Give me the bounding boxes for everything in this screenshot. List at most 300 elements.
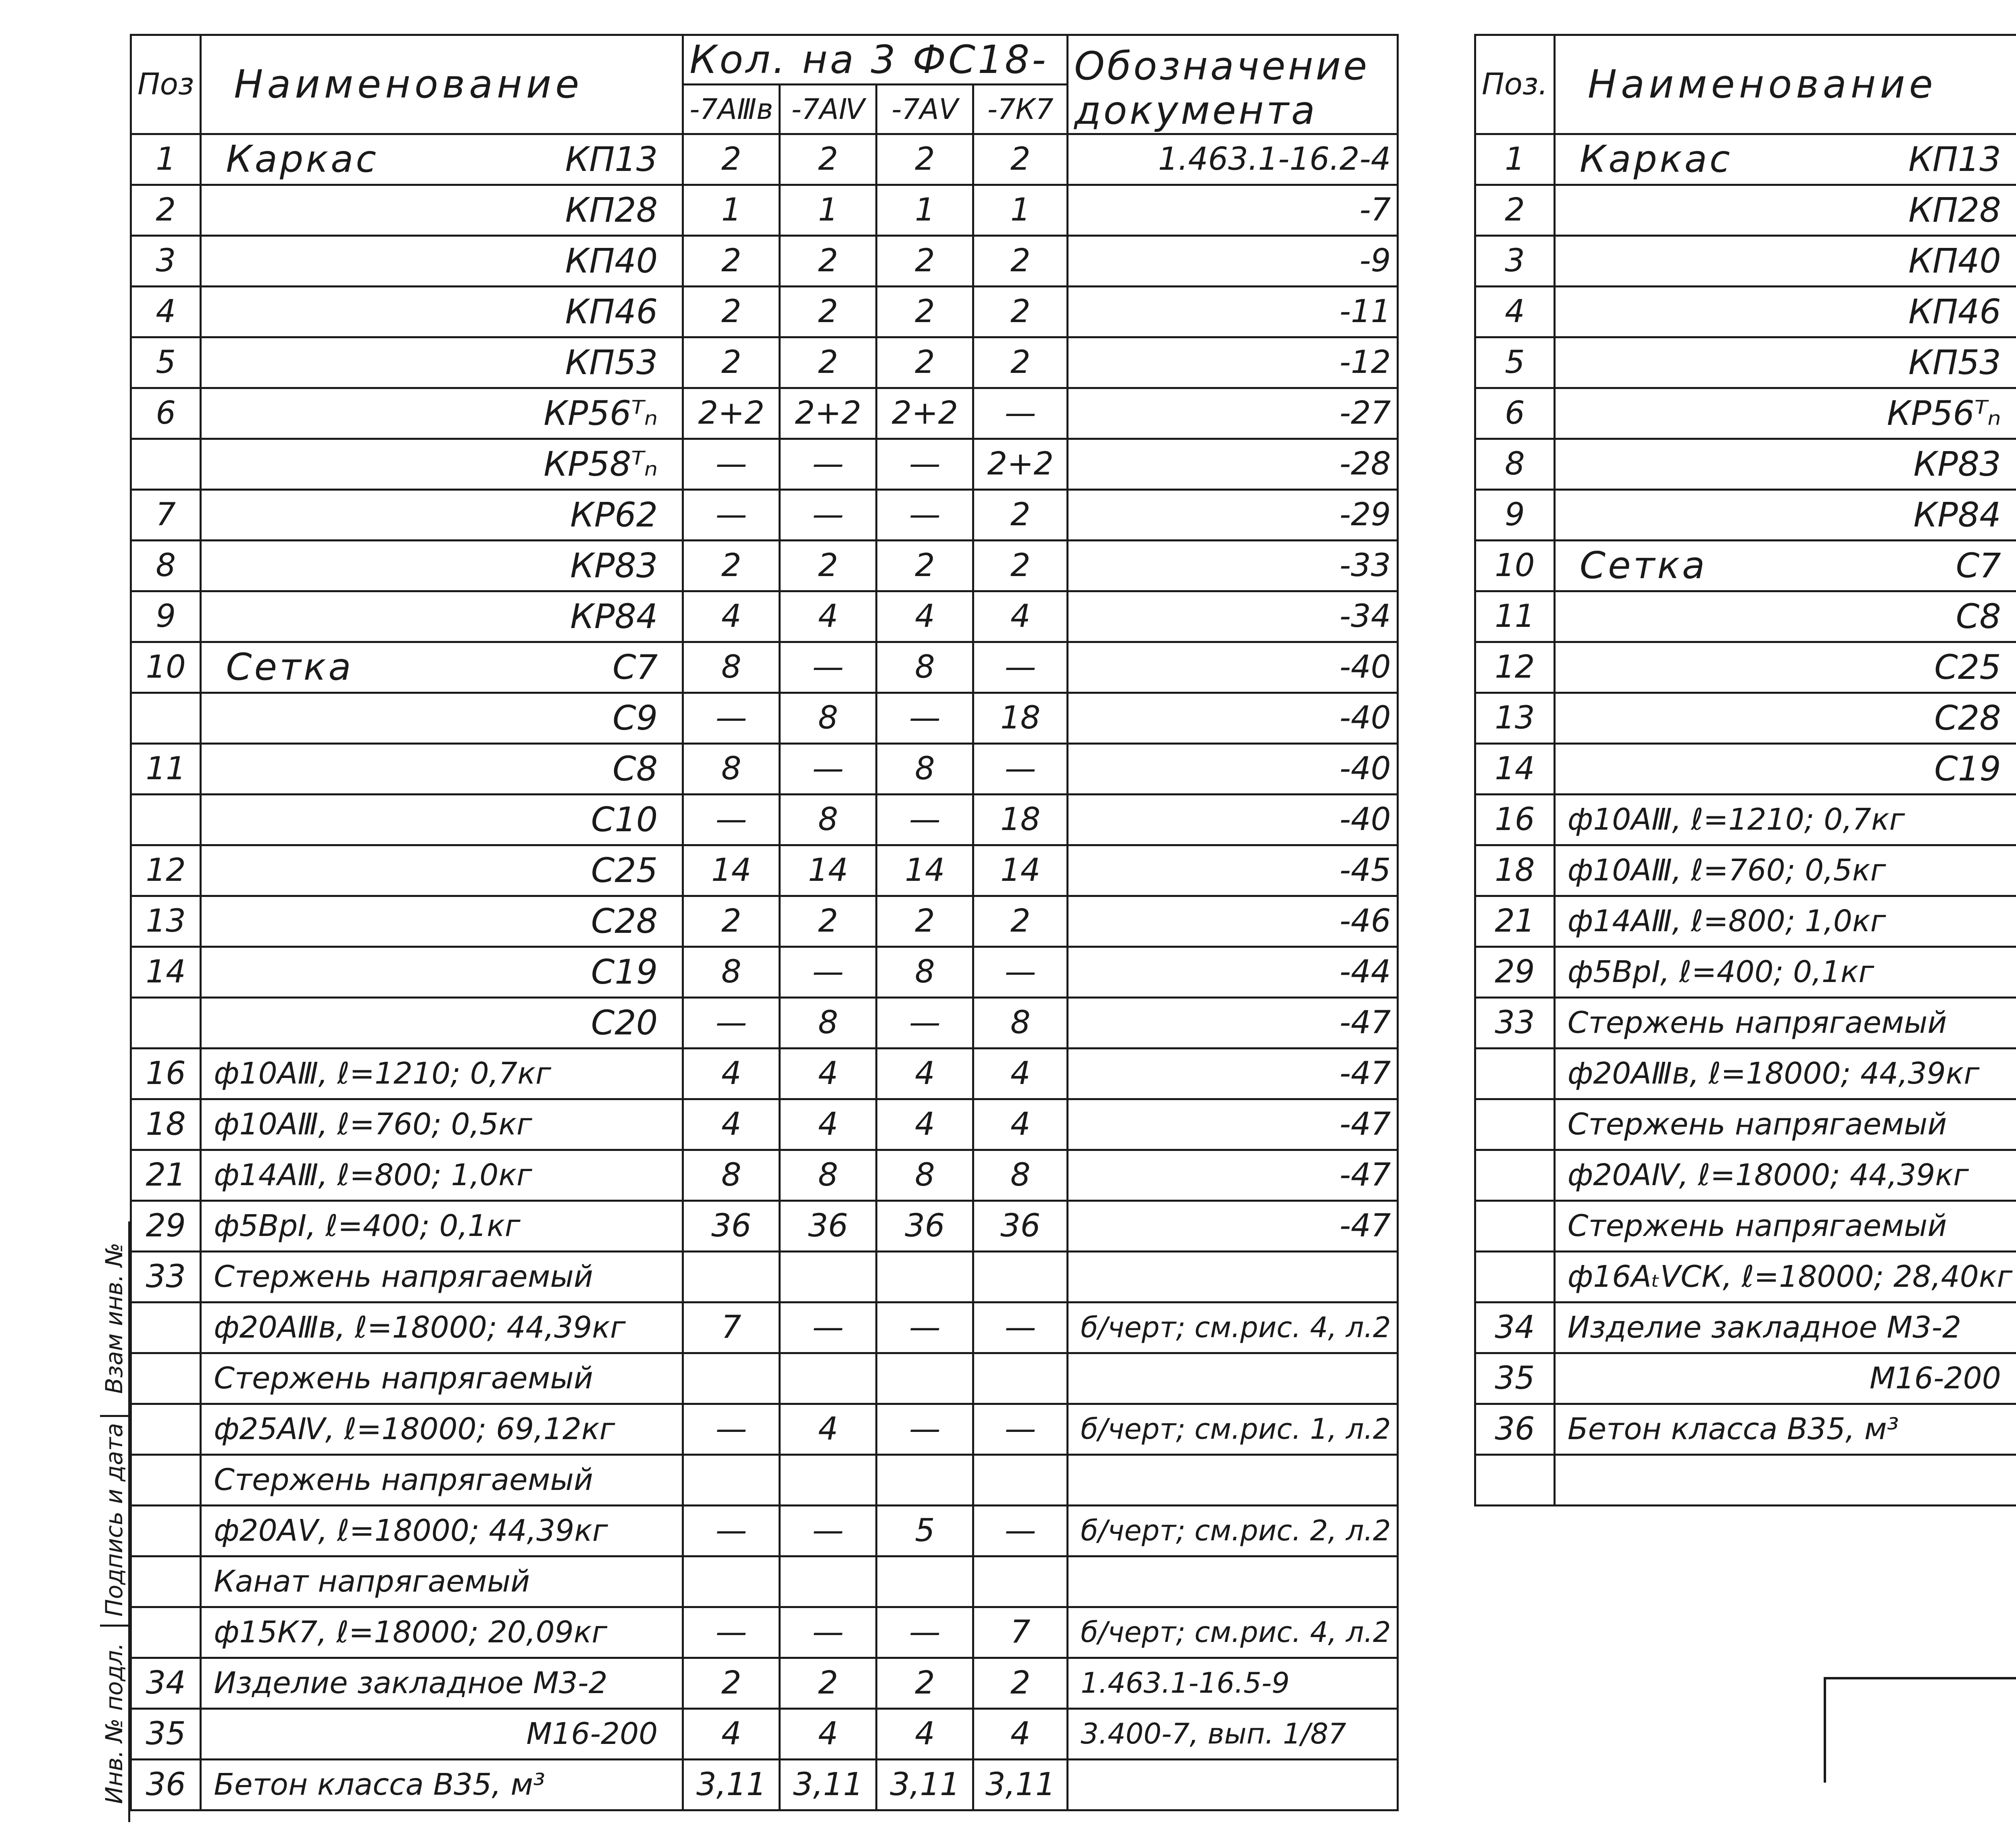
position-cell <box>131 1505 201 1556</box>
table-row <box>1475 337 2016 388</box>
margin-stamp <box>100 1221 130 1822</box>
name-cell <box>201 794 683 845</box>
quantity-cell: 2 <box>973 1658 1068 1708</box>
item-mark: КП13 <box>565 139 658 179</box>
quantity-cell: 3,11 <box>877 1759 973 1810</box>
name-cell <box>1554 1150 2016 1201</box>
table-row <box>131 1607 1398 1658</box>
table-row <box>1475 693 2016 743</box>
position-cell <box>131 794 201 845</box>
quantity-cell: — <box>780 1302 877 1353</box>
quantity-cell: 2 <box>877 1658 973 1708</box>
table-row <box>1475 134 2016 185</box>
item-description: Стержень напрягаемый <box>1567 1005 1947 1040</box>
header-variant: -7АⅢв <box>683 84 780 134</box>
item-description: ф16АₜⅤСК, ℓ=18000; 28,40кг <box>1567 1259 2013 1294</box>
quantity-cell: — <box>877 794 973 845</box>
position-cell: 2 <box>1475 185 1555 235</box>
quantity-cell: 2+2 <box>780 388 877 439</box>
position-cell: 11 <box>131 743 201 794</box>
item-mark: С8 <box>1956 597 2001 637</box>
table-row <box>1475 642 2016 693</box>
quantity-cell: 2 <box>683 540 780 591</box>
position-cell: 35 <box>1475 1353 1555 1404</box>
document-cell: -34 <box>1068 591 1397 642</box>
margin-cell-replace <box>100 1221 128 1417</box>
position-cell: 12 <box>131 845 201 896</box>
item-description: ф15К7, ℓ=18000; 20,09кг <box>214 1615 608 1650</box>
name-cell <box>201 1556 683 1607</box>
quantity-cell: — <box>877 997 973 1048</box>
name-cell <box>1554 794 2016 845</box>
name-cell <box>1554 947 2016 997</box>
quantity-cell: — <box>780 743 877 794</box>
name-cell <box>201 1251 683 1302</box>
quantity-cell: 2 <box>780 540 877 591</box>
quantity-cell: — <box>683 794 780 845</box>
position-cell: 14 <box>1475 743 1555 794</box>
position-cell: 6 <box>131 388 201 439</box>
table-row <box>1475 540 2016 591</box>
position-cell: 1 <box>1475 134 1555 185</box>
quantity-cell: 8 <box>877 642 973 693</box>
table-row <box>1475 743 2016 794</box>
position-cell <box>1475 1454 1555 1505</box>
item-description: ф20АⅢв, ℓ=18000; 44,39кг <box>1567 1056 1980 1091</box>
quantity-cell: 7 <box>973 1607 1068 1658</box>
item-description: ф14АⅢ, ℓ=800; 1,0кг <box>214 1158 532 1193</box>
quantity-cell: 2 <box>973 134 1068 185</box>
header-pos: Поз. <box>1475 35 1555 134</box>
quantity-cell: 4 <box>973 591 1068 642</box>
document-cell: 3.400-7, вып. 1/87 <box>1068 1708 1397 1759</box>
position-cell: 16 <box>131 1048 201 1099</box>
item-description: Бетон класса В35, м³ <box>1567 1412 1899 1447</box>
name-cell <box>201 1302 683 1353</box>
document-cell: -47 <box>1068 1048 1397 1099</box>
table-row <box>131 591 1398 642</box>
quantity-cell: 4 <box>973 1708 1068 1759</box>
document-cell: -9 <box>1068 235 1397 286</box>
item-description: Стержень напрягаемый <box>214 1259 593 1294</box>
quantity-cell: 18 <box>973 794 1068 845</box>
quantity-cell: — <box>973 743 1068 794</box>
header-variant: -7АⅤ <box>877 84 973 134</box>
table-row <box>131 1404 1398 1454</box>
quantity-cell: — <box>780 1505 877 1556</box>
quantity-cell <box>973 1251 1068 1302</box>
quantity-cell: 2+2 <box>973 439 1068 489</box>
title-block <box>1824 1677 2016 1783</box>
item-mark: КР56ᵀₙ <box>1887 393 2001 433</box>
quantity-cell: 4 <box>780 1048 877 1099</box>
item-mark: С8 <box>612 749 658 789</box>
item-mark: КП53 <box>565 343 658 383</box>
quantity-cell: — <box>683 439 780 489</box>
name-cell <box>1554 1251 2016 1302</box>
quantity-cell: 5 <box>877 1505 973 1556</box>
table-row <box>131 1708 1398 1759</box>
quantity-cell: 1 <box>780 185 877 235</box>
item-description: М16-200 <box>1869 1361 2001 1396</box>
name-cell <box>1554 845 2016 896</box>
name-cell <box>201 845 683 896</box>
name-cell <box>201 591 683 642</box>
quantity-cell: 3,11 <box>683 1759 780 1810</box>
position-cell: 21 <box>131 1150 201 1201</box>
position-cell: 6 <box>1475 388 1555 439</box>
table-row <box>1475 591 2016 642</box>
position-cell: 29 <box>131 1201 201 1251</box>
table-row <box>131 185 1398 235</box>
margin-label: Подпись и дата <box>100 1423 128 1617</box>
name-cell <box>201 235 683 286</box>
name-cell <box>201 1759 683 1810</box>
item-description: М16-200 <box>526 1716 658 1752</box>
table-row <box>131 693 1398 743</box>
item-description: ф20АⅤ, ℓ=18000; 44,39кг <box>214 1513 608 1548</box>
table-row <box>131 439 1398 489</box>
position-cell: 14 <box>131 947 201 997</box>
table-row <box>131 1302 1398 1353</box>
position-cell: 10 <box>1475 540 1555 591</box>
position-cell: 7 <box>131 489 201 540</box>
name-cell <box>201 1658 683 1708</box>
table-row <box>1475 235 2016 286</box>
position-cell <box>1475 1099 1555 1150</box>
table-row <box>131 1150 1398 1201</box>
quantity-cell <box>683 1353 780 1404</box>
table-row <box>1475 947 2016 997</box>
item-name: Каркас <box>226 137 379 181</box>
position-cell: 35 <box>131 1708 201 1759</box>
table-row <box>1475 1353 2016 1404</box>
document-cell <box>1068 1251 1397 1302</box>
position-cell: 18 <box>131 1099 201 1150</box>
quantity-cell: — <box>877 439 973 489</box>
item-mark: КР62 <box>570 495 658 535</box>
quantity-cell: 8 <box>780 794 877 845</box>
quantity-cell: — <box>973 1302 1068 1353</box>
quantity-cell: 2 <box>877 235 973 286</box>
quantity-cell: 3,11 <box>973 1759 1068 1810</box>
quantity-cell: 2 <box>973 286 1068 337</box>
quantity-cell: 2 <box>973 896 1068 947</box>
margin-cell-original <box>100 1625 128 1822</box>
table-row <box>1475 489 2016 540</box>
table-row <box>131 1251 1398 1302</box>
table-row <box>131 489 1398 540</box>
left-specification-table <box>130 34 1399 1811</box>
position-cell <box>131 1607 201 1658</box>
name-cell <box>1554 1201 2016 1251</box>
item-mark: С19 <box>1934 749 2001 789</box>
name-cell <box>1554 489 2016 540</box>
item-mark: КП53 <box>1908 343 2001 383</box>
position-cell: 13 <box>1475 693 1555 743</box>
item-description: ф10АⅢ, ℓ=760; 0,5кг <box>214 1107 532 1142</box>
quantity-cell: 36 <box>877 1201 973 1251</box>
document-cell: -11 <box>1068 286 1397 337</box>
document-cell: -40 <box>1068 693 1397 743</box>
quantity-cell <box>780 1454 877 1505</box>
position-cell: 4 <box>131 286 201 337</box>
item-mark: С25 <box>1934 647 2001 687</box>
quantity-cell: — <box>683 693 780 743</box>
document-cell: -45 <box>1068 845 1397 896</box>
position-cell: 12 <box>1475 642 1555 693</box>
position-cell <box>131 1556 201 1607</box>
quantity-cell: — <box>877 1404 973 1454</box>
table-row <box>131 540 1398 591</box>
quantity-cell: 2 <box>780 896 877 947</box>
header-variant: -7АⅣ <box>780 84 877 134</box>
quantity-cell: — <box>877 693 973 743</box>
document-cell: -47 <box>1068 1099 1397 1150</box>
position-cell <box>1475 1150 1555 1201</box>
position-cell <box>131 1404 201 1454</box>
position-cell: 10 <box>131 642 201 693</box>
table-row <box>131 1505 1398 1556</box>
table-row <box>1475 286 2016 337</box>
quantity-cell: 2 <box>683 337 780 388</box>
right-table-body <box>1475 134 2016 1505</box>
quantity-cell <box>780 1353 877 1404</box>
position-cell: 34 <box>131 1658 201 1708</box>
table-row <box>131 896 1398 947</box>
document-cell: б/черт; см.рис. 4, л.2 <box>1068 1607 1397 1658</box>
document-cell: -46 <box>1068 896 1397 947</box>
quantity-cell: — <box>683 997 780 1048</box>
item-mark: КП13 <box>1908 139 2001 179</box>
table-row <box>131 286 1398 337</box>
name-cell <box>1554 997 2016 1048</box>
quantity-cell <box>683 1454 780 1505</box>
quantity-cell: 8 <box>780 997 877 1048</box>
name-cell <box>1554 693 2016 743</box>
name-cell <box>201 1150 683 1201</box>
document-cell: -47 <box>1068 997 1397 1048</box>
position-cell: 9 <box>131 591 201 642</box>
quantity-cell: — <box>780 642 877 693</box>
table-row <box>131 1201 1398 1251</box>
quantity-cell: — <box>683 489 780 540</box>
name-cell <box>1554 642 2016 693</box>
margin-label: Инв. № подл. <box>100 1642 128 1804</box>
quantity-cell: 4 <box>683 1099 780 1150</box>
table-row <box>1475 1201 2016 1251</box>
quantity-cell: 2 <box>877 337 973 388</box>
quantity-cell: 8 <box>973 997 1068 1048</box>
quantity-cell <box>683 1251 780 1302</box>
quantity-cell: 8 <box>877 743 973 794</box>
table-row <box>131 134 1398 185</box>
quantity-cell: 1 <box>877 185 973 235</box>
quantity-cell: — <box>877 489 973 540</box>
quantity-cell: 4 <box>877 591 973 642</box>
item-description: ф10АⅢ, ℓ=1210; 0,7кг <box>1567 802 1905 837</box>
margin-cell-signature <box>100 1415 128 1627</box>
name-cell <box>1554 235 2016 286</box>
quantity-cell: 2+2 <box>877 388 973 439</box>
table-row <box>1475 845 2016 896</box>
quantity-cell: 2 <box>683 235 780 286</box>
item-mark: КП46 <box>1908 292 2001 332</box>
item-mark: КП28 <box>1908 190 2001 230</box>
quantity-cell: 8 <box>877 1150 973 1201</box>
quantity-cell: 4 <box>780 1708 877 1759</box>
name-cell <box>1554 896 2016 947</box>
name-cell <box>1554 185 2016 235</box>
table-row <box>131 1556 1398 1607</box>
name-cell <box>201 1454 683 1505</box>
quantity-cell: — <box>973 642 1068 693</box>
quantity-cell: — <box>683 1505 780 1556</box>
table-row <box>131 743 1398 794</box>
quantity-cell: 8 <box>683 1150 780 1201</box>
name-cell <box>1554 388 2016 439</box>
item-name: Каркас <box>1579 137 1733 181</box>
quantity-cell: 8 <box>683 947 780 997</box>
name-cell <box>1554 1048 2016 1099</box>
position-cell <box>131 1302 201 1353</box>
document-cell: -40 <box>1068 743 1397 794</box>
item-mark: С7 <box>612 647 658 687</box>
quantity-cell: 4 <box>683 1048 780 1099</box>
name-cell <box>1554 1099 2016 1150</box>
quantity-cell: 8 <box>780 1150 877 1201</box>
item-name: Сетка <box>226 645 354 689</box>
item-mark: КП40 <box>1908 241 2001 281</box>
quantity-cell: 18 <box>973 693 1068 743</box>
quantity-cell: 4 <box>877 1048 973 1099</box>
document-cell: 1.463.1-16.2-4 <box>1068 134 1397 185</box>
position-cell: 5 <box>1475 337 1555 388</box>
position-cell: 18 <box>1475 845 1555 896</box>
quantity-cell: 4 <box>780 1404 877 1454</box>
table-row <box>1475 388 2016 439</box>
document-cell: -47 <box>1068 1201 1397 1251</box>
quantity-cell <box>973 1353 1068 1404</box>
name-cell <box>1554 286 2016 337</box>
table-row <box>131 1099 1398 1150</box>
table-row <box>131 388 1398 439</box>
item-description: ф14АⅢ, ℓ=800; 1,0кг <box>1567 904 1886 939</box>
quantity-cell: — <box>780 489 877 540</box>
item-description: ф10АⅢ, ℓ=1210; 0,7кг <box>214 1056 552 1091</box>
name-cell <box>201 1607 683 1658</box>
name-cell <box>201 642 683 693</box>
quantity-cell: 7 <box>683 1302 780 1353</box>
position-cell <box>131 1454 201 1505</box>
quantity-cell: 2 <box>683 1658 780 1708</box>
position-cell: 21 <box>1475 896 1555 947</box>
quantity-cell: 14 <box>973 845 1068 896</box>
header-doc: Обозначение документа <box>1068 35 1397 134</box>
quantity-cell: 4 <box>973 1048 1068 1099</box>
quantity-cell: 2 <box>877 286 973 337</box>
item-description: Стержень напрягаемый <box>1567 1209 1947 1244</box>
item-mark: КП40 <box>565 241 658 281</box>
document-cell: -40 <box>1068 794 1397 845</box>
table-row <box>1475 185 2016 235</box>
name-cell <box>201 286 683 337</box>
document-cell <box>1068 1454 1397 1505</box>
quantity-cell: 14 <box>683 845 780 896</box>
name-cell <box>1554 743 2016 794</box>
item-mark: КП28 <box>565 190 658 230</box>
quantity-cell: 8 <box>973 1150 1068 1201</box>
item-description: ф5ВрⅠ, ℓ=400; 0,1кг <box>1567 955 1874 990</box>
document-cell <box>1068 1759 1397 1810</box>
document-cell: -33 <box>1068 540 1397 591</box>
name-cell <box>201 896 683 947</box>
item-mark: С10 <box>591 800 658 840</box>
quantity-cell: 3,11 <box>780 1759 877 1810</box>
header-variant: -7К7 <box>973 84 1068 134</box>
quantity-cell: 2 <box>683 286 780 337</box>
quantity-cell: — <box>683 1404 780 1454</box>
name-cell <box>1554 134 2016 185</box>
name-cell <box>201 337 683 388</box>
item-mark: С25 <box>591 851 658 890</box>
margin-label: Взам инв. № <box>100 1242 128 1394</box>
name-cell <box>1554 337 2016 388</box>
document-cell: -29 <box>1068 489 1397 540</box>
quantity-cell: — <box>683 1607 780 1658</box>
table-row <box>1475 1099 2016 1150</box>
quantity-cell <box>780 1251 877 1302</box>
quantity-cell: 2 <box>973 540 1068 591</box>
quantity-cell: 36 <box>683 1201 780 1251</box>
position-cell <box>1475 1201 1555 1251</box>
name-cell <box>1554 1404 2016 1454</box>
item-mark: С9 <box>612 698 658 738</box>
quantity-cell: — <box>780 947 877 997</box>
header-name: Наименование <box>1554 35 2016 134</box>
document-cell: -44 <box>1068 947 1397 997</box>
quantity-cell: 4 <box>973 1099 1068 1150</box>
quantity-cell: 2 <box>683 896 780 947</box>
position-cell: 5 <box>131 337 201 388</box>
quantity-cell: 4 <box>780 1099 877 1150</box>
quantity-cell: 2 <box>780 286 877 337</box>
name-cell <box>201 1201 683 1251</box>
quantity-cell <box>780 1556 877 1607</box>
item-mark: КР58ᵀₙ <box>544 444 658 484</box>
item-description: ф10АⅢ, ℓ=760; 0,5кг <box>1567 853 1886 888</box>
item-description: ф5ВрⅠ, ℓ=400; 0,1кг <box>214 1209 521 1244</box>
item-mark: КР84 <box>1913 495 2001 535</box>
table-row <box>1475 1454 2016 1505</box>
item-mark: КП46 <box>565 292 658 332</box>
quantity-cell: 2 <box>877 896 973 947</box>
item-description: Канат напрягаемый <box>214 1564 530 1599</box>
quantity-cell <box>877 1353 973 1404</box>
item-description: ф25АⅣ, ℓ=18000; 69,12кг <box>214 1412 615 1447</box>
name-cell <box>201 1708 683 1759</box>
name-cell <box>201 540 683 591</box>
position-cell: 33 <box>131 1251 201 1302</box>
table-row <box>131 1454 1398 1505</box>
document-cell: -40 <box>1068 642 1397 693</box>
position-cell: 34 <box>1475 1302 1555 1353</box>
quantity-cell <box>973 1454 1068 1505</box>
position-cell: 2 <box>131 185 201 235</box>
item-mark: С20 <box>591 1003 658 1043</box>
name-cell <box>201 489 683 540</box>
position-cell <box>1475 1251 1555 1302</box>
